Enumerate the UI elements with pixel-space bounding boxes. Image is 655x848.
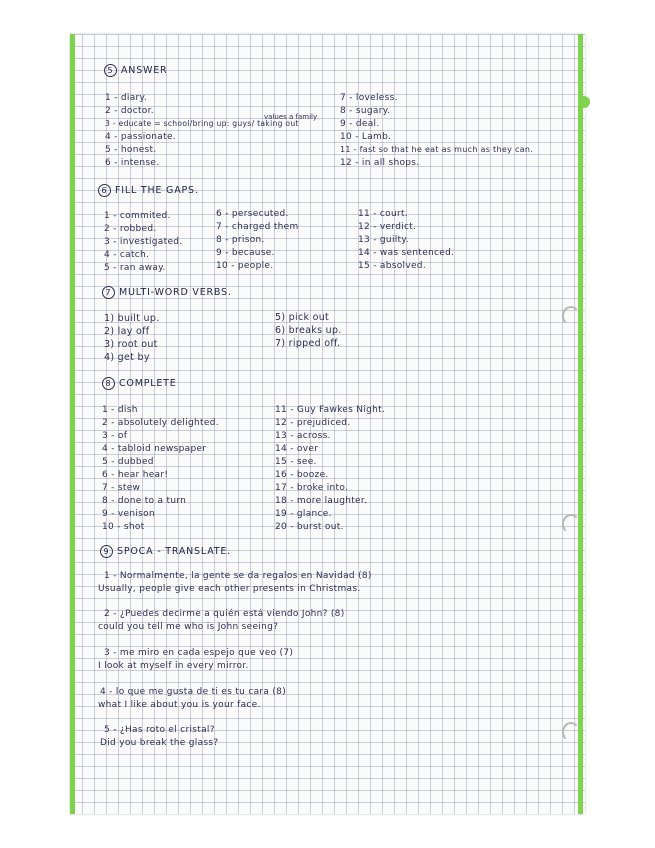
complete-answer: 13 - across. (275, 431, 331, 441)
answer-line: 2 - doctor. (105, 106, 154, 116)
answer-line: 3 - educate = school/bring up: guys/ taking out (105, 119, 299, 128)
english-translation: could you tell me who is John seeing? (98, 622, 279, 632)
complete-answer: 2 - absolutely delighted. (102, 418, 219, 428)
gap-answer: 11 - court. (358, 209, 408, 219)
english-translation: Usually, people give each other presents in Christmas. (98, 584, 361, 594)
punch-hole-3 (562, 722, 580, 742)
complete-answer: 14 - over (275, 444, 319, 454)
gap-answer: 5 - ran away. (104, 263, 166, 273)
complete-answer: 6 - hear hear! (102, 470, 169, 480)
complete-answer: 5 - dubbed (102, 457, 154, 467)
complete-answer: 9 - venison (102, 509, 155, 519)
verb-answer: 4) get by (104, 352, 150, 363)
section-7-heading: 7 MULTI-WORD VERBS. (102, 286, 232, 299)
gap-answer: 12 - verdict. (358, 222, 417, 232)
answer-line: 10 - Lamb. (340, 132, 392, 142)
gap-answer: 4 - catch. (104, 250, 150, 260)
complete-answer: 20 - burst out. (275, 522, 344, 532)
complete-answer: 3 - of (102, 431, 128, 441)
verb-answer: 7) ripped off. (275, 338, 341, 349)
answer-line: 7 - loveless. (340, 93, 398, 103)
punch-hole-2 (562, 514, 580, 534)
complete-answer: 4 - tabloid newspaper (102, 444, 207, 454)
complete-answer: 16 - booze. (275, 470, 329, 480)
verb-answer: 1) built up. (104, 313, 160, 324)
section-6-heading: 6 FILL THE GAPS. (98, 184, 199, 197)
gap-answer: 3 - investigated. (104, 237, 183, 247)
complete-answer: 15 - see. (275, 457, 317, 467)
answer-line: 1 - diary. (105, 93, 148, 103)
gap-answer: 8 - prison. (216, 235, 265, 245)
verb-answer: 2) lay off (104, 326, 150, 337)
english-translation: what I like about you is your face. (98, 700, 261, 710)
verb-answer: 6) breaks up. (275, 325, 342, 336)
answer-line: 4 - passionate. (105, 132, 176, 142)
spanish-sentence: 4 - lo que me gusta de ti es tu cara (8) (100, 687, 287, 697)
gap-answer: 9 - because. (216, 248, 275, 258)
spanish-sentence: 3 - me miro en cada espejo que veo (7) (104, 648, 294, 658)
answer-line: 9 - deal. (340, 119, 380, 129)
gap-answer: 14 - was sentenced. (358, 248, 455, 258)
verb-answer: 3) root out (104, 339, 158, 350)
gap-answer: 1 - commited. (104, 211, 171, 221)
gap-answer: 7 - charged them (216, 222, 299, 232)
answer-line: 5 - honest. (105, 145, 157, 155)
section-5-heading: 5 ANSWER (104, 64, 167, 77)
gap-answer: 13 - guilty. (358, 235, 409, 245)
complete-answer: 11 - Guy Fawkes Night. (275, 405, 386, 415)
gap-answer: 10 - people. (216, 261, 274, 271)
right-margin-line (578, 34, 583, 814)
gap-answer: 2 - robbed. (104, 224, 157, 234)
complete-answer: 8 - done to a turn (102, 496, 187, 506)
spanish-sentence: 1 - Normalmente, la gente se da regalos en Navidad (8) (104, 571, 372, 581)
gap-answer: 6 - persecuted. (216, 209, 289, 219)
section-8-heading: 8 COMPLETE (102, 377, 177, 390)
complete-answer: 1 - dish (102, 405, 138, 415)
verb-answer: 5) pick out (275, 312, 330, 323)
complete-answer: 10 - shot (102, 522, 145, 532)
spanish-sentence: 5 - ¿Has roto el cristal? (104, 725, 215, 735)
section-9-heading: 9 SPOCA - TRANSLATE. (100, 545, 231, 558)
spanish-sentence: 2 - ¿Puedes decirme a quién está viendo John? (8) (104, 609, 345, 619)
complete-answer: 7 - stew (102, 483, 141, 493)
answer-line: 6 - intense. (105, 158, 160, 168)
answer-line: 12 - in all shops. (340, 158, 420, 168)
punch-hole-1 (562, 306, 580, 326)
english-translation: Did you break the glass? (100, 738, 219, 748)
complete-answer: 19 - glance. (275, 509, 332, 519)
complete-answer: 12 - prejudiced. (275, 418, 351, 428)
complete-answer: 17 - broke into. (275, 483, 349, 493)
complete-answer: 18 - more laughter. (275, 496, 368, 506)
left-margin-line (70, 34, 75, 814)
answer-line: 8 - sugary. (340, 106, 391, 116)
page-tab (582, 96, 590, 108)
english-translation: I look at myself in every mirror. (98, 661, 249, 671)
margin-note: values a family (264, 113, 318, 121)
answer-line: 11 - fast so that he eat as much as they can. (340, 145, 534, 154)
gap-answer: 15 - absolved. (358, 261, 426, 271)
